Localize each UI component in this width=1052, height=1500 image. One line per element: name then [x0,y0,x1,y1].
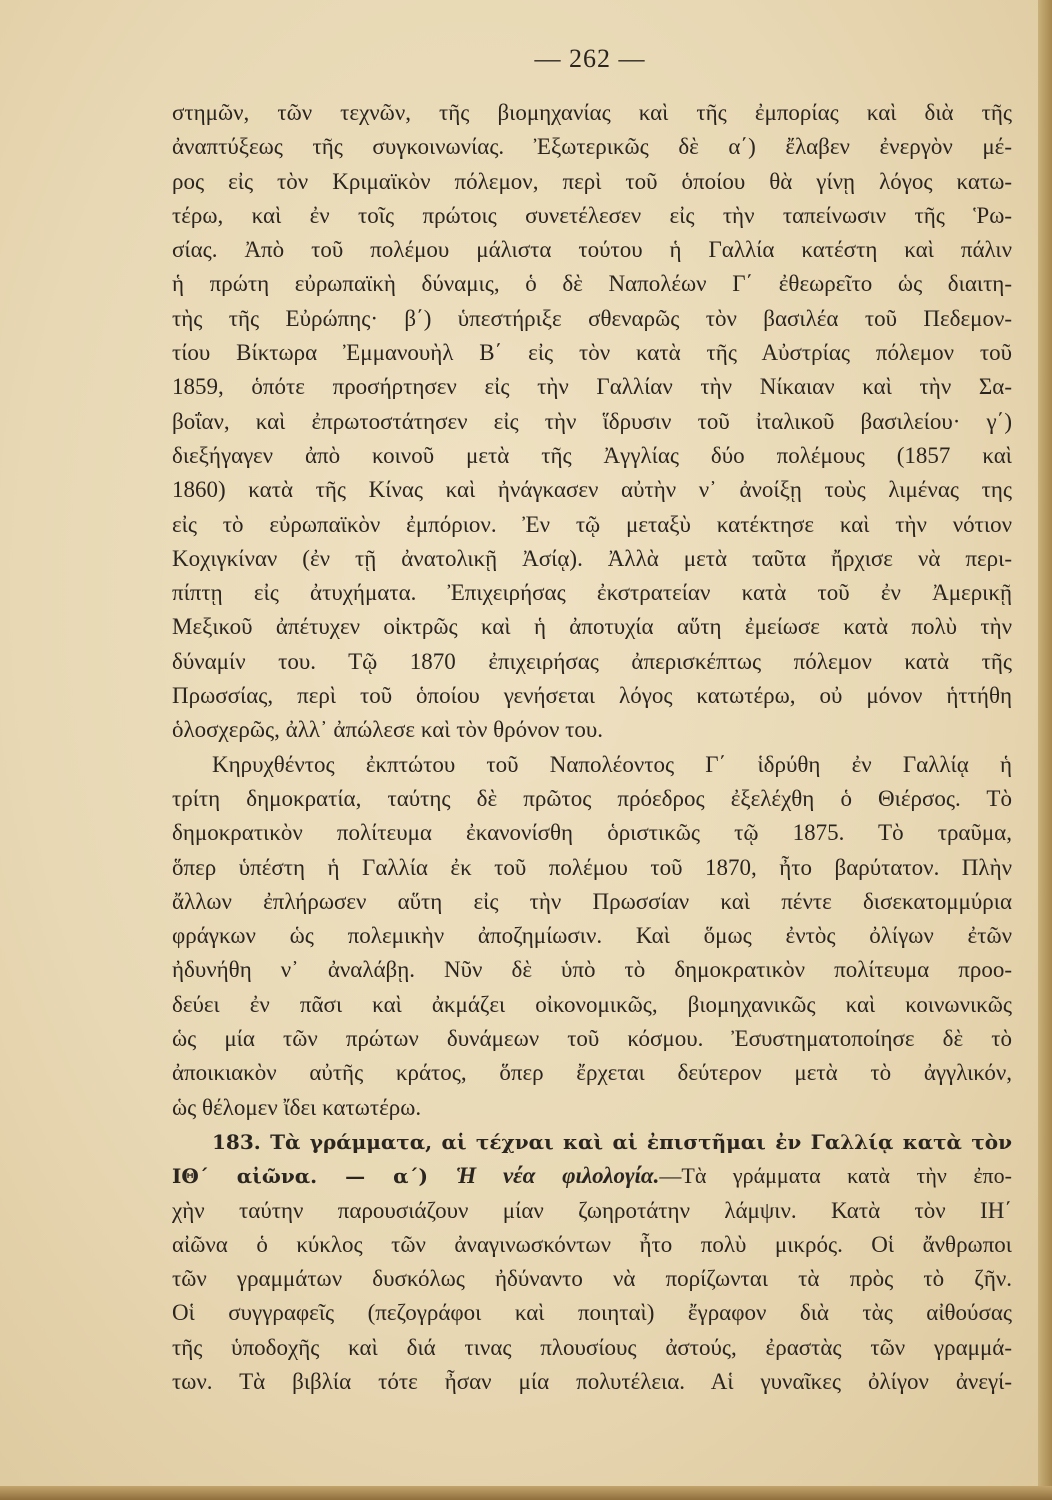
text-line: εἰς τὸ εὐρωπαϊκὸν ἐμπόριον. Ἐν τῷ μεταξὺ κατέκτησε καὶ τὴν νότιον [172,511,1012,537]
text-line: χὴν ταύτην παρουσιάζουν μίαν ζωηροτάτην λάμψιν. Κατὰ τὸν ΙΗ΄ [172,1197,1012,1223]
text-line: δύναμίν του. Τῷ 1870 ἐπιχειρήσας ἀπερισκέπτως πόλεμον κατὰ τῆς [172,648,1012,674]
text-line: τρίτη δημοκρατία, ταύτης δὲ πρῶτος πρόεδρος ἐξελέχθη ὁ Θιέρσος. Τὸ [172,785,1012,811]
section-heading-continuation [172,1159,1012,1193]
text-line: διεξήγαγεν ἀπὸ κοινοῦ μετὰ τῆς Ἀγγλίας δύο πολέμους (1857 καὶ [172,442,1012,468]
text-line: 1859, ὁπότε προσήρτησεν εἰς τὴν Γαλλίαν τὴν Νίκαιαν καὶ τὴν Σα- [172,374,1012,400]
text-line: τίου Βίκτωρα Ἐμμανουὴλ Β΄ εἰς τὸν κατὰ τῆς Αὐστρίας πόλεμον τοῦ [172,340,1012,366]
text-line: πίπτῃ εἰς ἀτυχήματα. Ἐπιχειρήσας ἐκστρατείαν κατὰ τοῦ ἐν Ἀμερικῇ [172,580,1012,606]
text-line: δημοκρατικὸν πολίτευμα ἐκανονίσθη ὁριστικῶς τῷ 1875. Τὸ τραῦμα, [172,820,1012,846]
heading-dash: — α΄) [317,1164,457,1189]
subheading: Ἡ νέα φιλολογία. [456,1163,660,1189]
body-text [172,96,1012,1399]
text-line: ρος εἰς τὸν Κριμαϊκὸν πόλεμον, περὶ τοῦ ὁποίου θὰ γίνῃ λόγος κατω- [172,168,1012,194]
text-line: ἄλλων ἐπλήρωσεν αὕτη εἰς τὴν Πρωσσίαν καὶ πέντε δισεκατομμύρια [172,888,1012,914]
text-line: ἠδυνήθη ν᾿ ἀναλάβῃ. Νῦν δὲ ὑπὸ τὸ δημοκρατικὸν πολίτευμα προο- [172,957,1012,983]
text-line: ὅπερ ὑπέστη ἡ Γαλλία ἐκ τοῦ πολέμου τοῦ 1870, ἦτο βαρύτατον. Πλὴν [172,854,1012,880]
text-line: των. Τὰ βιβλία τότε ἦσαν μία πολυτέλεια. Αἱ γυναῖκες ὀλίγον ἀνεγί- [172,1368,1012,1394]
text-line: ὡς θέλομεν ἴδει κατωτέρω. [172,1094,422,1120]
text-line: ἡ πρώτη εὐρωπαϊκὴ δύναμις, ὁ δὲ Ναπολέων Γ΄ ἐθεωρεῖτο ὡς διαιτη- [172,271,1012,297]
text-line: αἰῶνα ὁ κύκλος τῶν ἀναγινωσκόντων ἦτο πολὺ μικρός. Οἱ ἄνθρωποι [172,1231,1012,1257]
text-line: Οἱ συγγραφεῖς (πεζογράφοι καὶ ποιηταὶ) ἔγραφον διὰ τὰς αἰθούσας [172,1300,1012,1326]
text-line: Κηρυχθέντος ἐκπτώτου τοῦ Ναπολέοντος Γ΄ ἱδρύθη ἐν Γαλλίᾳ ἡ [212,751,1012,777]
text-line: τῆς ὑποδοχῆς καὶ διά τινας πλουσίους ἀστούς, ἐραστὰς τῶν γραμμά- [172,1334,1012,1360]
text-line: βοΐαν, καὶ ἐπρωτοστάτησεν εἰς τὴν ἵδρυσιν τοῦ ἰταλικοῦ βασιλείου· γ΄) [172,408,1012,434]
text-line: δεύει ἐν πᾶσι καὶ ἀκμάζει οἰκονομικῶς, βιομηχανικῶς καὶ κοινωνικῶς [172,991,1012,1017]
text-line: τῶν γραμμάτων δυσκόλως ἠδύναντο νὰ πορίζωνται τὰ πρὸς τὸ ζῆν. [172,1266,1012,1292]
text-line: Μεξικοῦ ἀπέτυχεν οἰκτρῶς καὶ ἡ ἀποτυχία αὕτη ἐμείωσε κατὰ πολὺ τὴν [172,614,1012,640]
page-number: — 262 — [534,44,646,73]
text-line: φράγκων ὡς πολεμικὴν ἀποζημίωσιν. Καὶ ὅμως ἐντὸς ὀλίγων ἐτῶν [172,923,1012,949]
text-line: στημῶν, τῶν τεχνῶν, τῆς βιομηχανίας καὶ τῆς ἐμπορίας καὶ διὰ τῆς [172,100,1012,125]
text-line: ἀναπτύξεως τῆς συγκοινωνίας. Ἐξωτερικῶς δὲ α΄) ἔλαβεν ἐνεργὸν μέ- [172,134,1012,160]
heading-century: ΙΘ΄ αἰῶνα. [172,1164,318,1189]
section-heading: 183. Τὰ γράμματα, αἱ τέχναι καὶ αἱ ἐπιστῆμαι ἐν Γαλλίᾳ κατὰ τὸν [212,1129,1012,1154]
text-line: σίας. Ἀπὸ τοῦ πολέμου μάλιστα τούτου ἡ Γαλλία κατέστη καὶ πάλιν [172,237,1012,263]
text-line: τέρω, καὶ ἐν τοῖς πρώτοις συνετέλεσεν εἰς τὴν ταπείνωσιν τῆς Ῥω- [172,202,1012,228]
text-line: ὁλοσχερῶς, ἀλλ᾿ ἀπώλεσε καὶ τὸν θρόνον του. [172,717,604,743]
page-edge-bottom [0,1486,1052,1500]
text-line: τὴς τῆς Εὐρώπης· β΄) ὑπεστήριξε σθεναρῶς τὸν βασιλέα τοῦ Πεδεμον- [172,305,1012,331]
page-edge-right [1038,0,1052,1500]
text-line: 1860) κατὰ τῆς Κίνας καὶ ἠνάγκασεν αὐτὴν ν᾿ ἀνοίξῃ τοὺς λιμένας της [172,477,1012,503]
text-line: Κοχιγκίναν (ἐν τῇ ἀνατολικῇ Ἀσίᾳ). Ἀλλὰ μετὰ ταῦτα ἤρχισε νὰ περι- [172,545,1012,571]
heading-rest: —Τὰ γράμματα κατὰ τὴν ἐπο- [659,1163,1012,1189]
text-line: ἀποικιακὸν αὐτῆς κράτος, ὅπερ ἔρχεται δεύτερον μετὰ τὸ ἀγγλικόν, [172,1060,1012,1086]
text-line: Πρωσσίας, περὶ τοῦ ὁποίου γενήσεται λόγος κατωτέρω, οὐ μόνον ἡττήθη [172,683,1012,709]
text-line: ὡς μία τῶν πρώτων δυνάμεων τοῦ κόσμου. Ἐσυστηματοποίησε δὲ τὸ [172,1026,1012,1052]
